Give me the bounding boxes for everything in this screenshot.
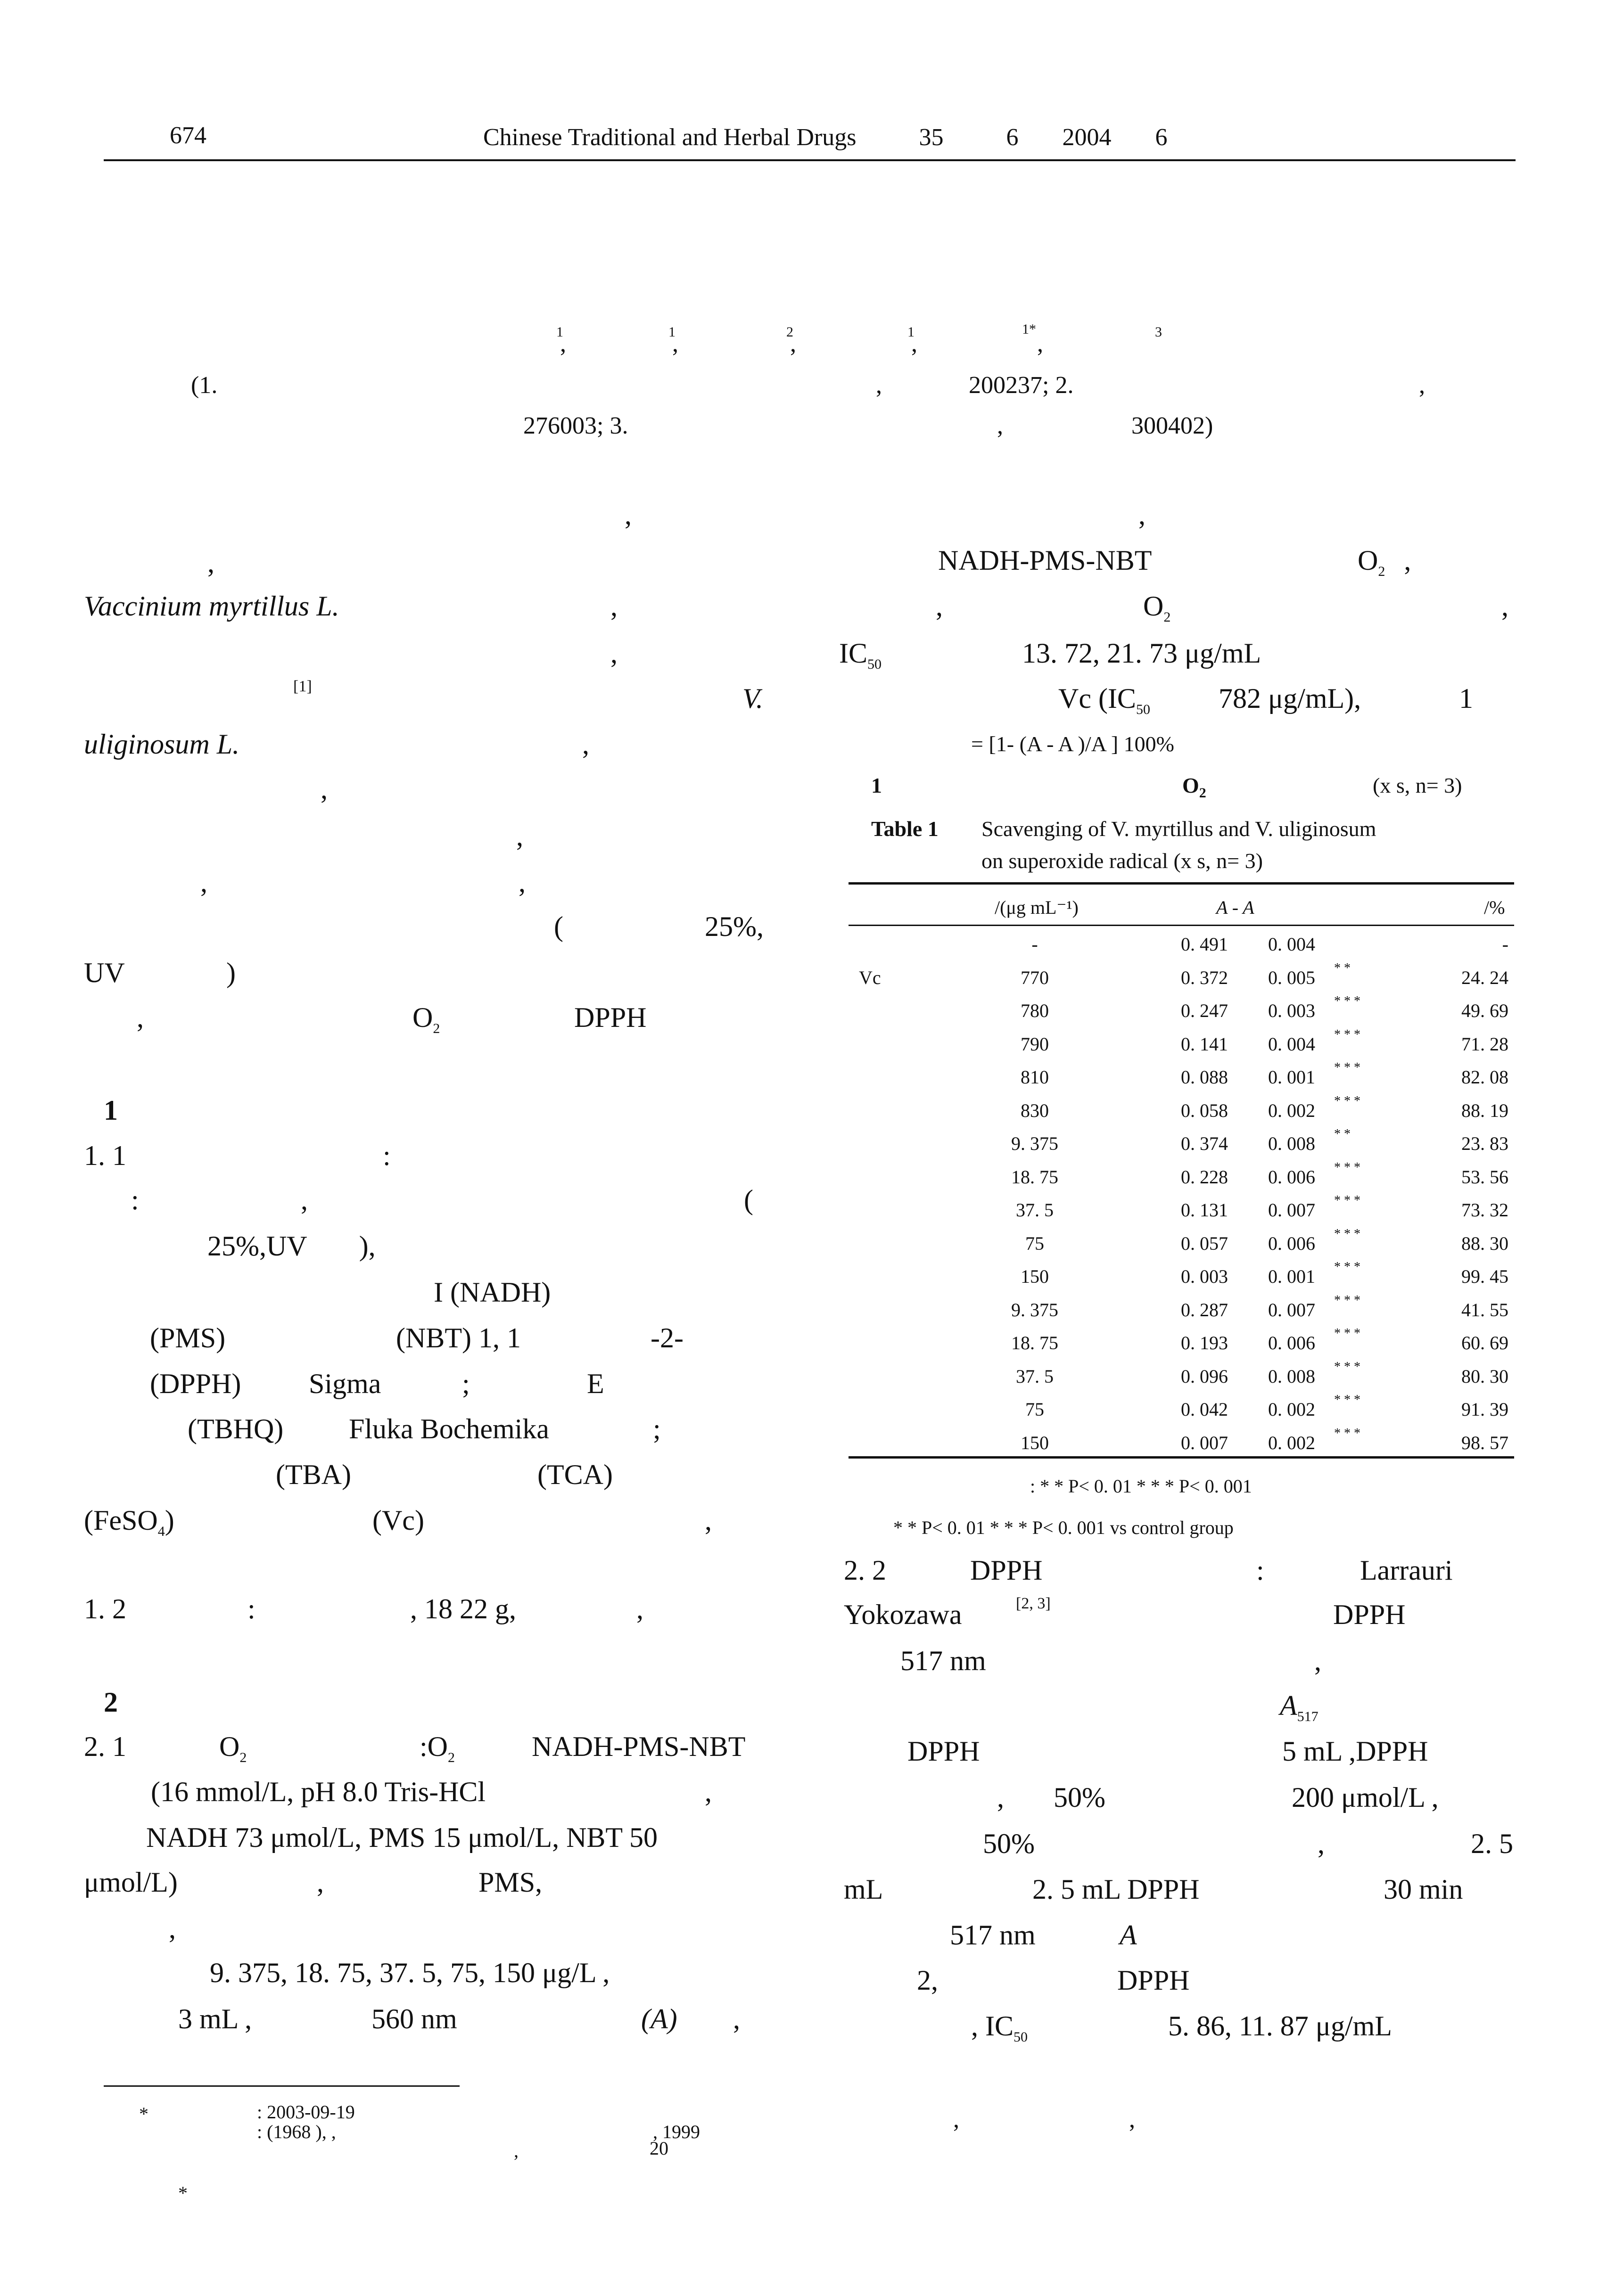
doses: 9. 375, 18. 75, 37. 5, 75, 150 μg/L , [210,1957,610,1988]
cell-significance: * * * [1334,1360,1360,1374]
cell-concentration: 37. 5 [1016,1366,1054,1387]
cell-absorbance: 0. 141 [1181,1033,1228,1055]
cell-significance: * * * [1334,1260,1360,1274]
author-sup: 2 [786,324,793,340]
ml-word: mL [844,1874,883,1905]
cell-sd: 0. 004 [1268,934,1315,955]
author-sep: , [911,330,917,357]
absorbance-a-2: A [1120,1919,1137,1951]
pct-50b: 50% [983,1828,1035,1859]
cell-concentration: 75 [1025,1399,1044,1420]
o2-r2: $O_2$ [1143,590,1171,625]
table-bottom-rule [849,1456,1514,1459]
mice-weight: , 18 22 g, [410,1593,516,1624]
punct: , [953,2106,959,2133]
section-2-1: 2. 1 [84,1731,126,1762]
cell-absorbance: 0. 287 [1181,1299,1228,1320]
formula: = [1- (A - A )/A ] 100% [971,732,1174,756]
colon: : [247,1593,255,1624]
o2-b: $:O_2$ [420,1731,455,1765]
cell-sd: 0. 002 [1268,1399,1315,1420]
o2-a: $O_2$ [219,1731,247,1765]
ic50-label: $IC_{50}$ [839,638,882,672]
cell-scavenging-pct: 82. 08 [1461,1066,1508,1088]
punct: , [636,1593,643,1624]
wavelength-560: 560 nm [371,2003,457,2034]
dpph-2: DPPH [1333,1599,1406,1630]
punct: , [519,867,526,898]
cell-concentration: 18. 75 [1011,1332,1058,1353]
cell-scavenging-pct: 60. 69 [1461,1332,1508,1353]
cell-scavenging-pct: 98. 57 [1461,1432,1508,1453]
affil-2b: 300402) [1131,412,1213,439]
ic50-values: 13. 72, 21. 73 μg/mL [1022,638,1261,669]
cell-significance: * * * [1334,1160,1360,1175]
cell-scavenging-pct: 24. 24 [1461,967,1508,988]
pct-25: 25%, [705,911,764,942]
paren-open: ( [744,1184,753,1215]
bio-num: 20 [650,2138,668,2159]
yokozawa: Yokozawa [844,1599,962,1630]
punct: , [516,820,523,852]
nadh-system: NADH-PMS-NBT [532,1731,746,1762]
volume: 35 [919,124,944,151]
dpph: (DPPH) [150,1368,241,1399]
pms: (PMS) [150,1322,226,1353]
author-sep: , [672,330,678,357]
ref-1: [1] [293,678,312,695]
cell-concentration: 810 [1021,1066,1049,1088]
cell-scavenging-pct: 49. 69 [1461,1000,1508,1021]
cell-scavenging-pct: 23. 83 [1461,1133,1508,1154]
cell-concentration: 150 [1021,1432,1049,1453]
cell-sd: 0. 002 [1268,1432,1315,1453]
cell-sd: 0. 006 [1268,1332,1315,1353]
table-ref-1: 1 [1459,683,1473,714]
author-sep: , [790,330,796,357]
cell-significance: * * [1334,961,1351,976]
punct: , [1314,1645,1321,1676]
vc-ic50: Vc ($IC_{50}$ [1058,683,1150,717]
bio-comma: , [514,2140,519,2161]
table-note-cn: : * * P< 0. 01 * * * P< 0. 001 [1030,1476,1252,1497]
cell-absorbance: 0. 058 [1181,1100,1228,1121]
header-rule [104,159,1516,161]
footnote-star: * [139,2103,148,2124]
ref-2-3: [2, 3] [1016,1595,1051,1612]
cell-sd: 0. 007 [1268,1199,1315,1221]
punct: ; [653,1413,661,1444]
cell-concentration: 780 [1021,1000,1049,1021]
footnote-star-2: * [178,2182,188,2204]
cell-absorbance: 0. 042 [1181,1399,1228,1420]
cell-concentration: 790 [1021,1033,1049,1055]
punct: , [200,867,207,898]
dpph-label: DPPH [574,1002,647,1033]
bio-year: , 1999 [653,2121,700,2142]
cell-absorbance: 0. 228 [1181,1166,1228,1188]
cell-scavenging-pct: - [1502,934,1508,955]
uv: UV [84,957,125,988]
cell-scavenging-pct: 53. 56 [1461,1166,1508,1188]
author-sup: 1 [907,324,915,340]
cell-scavenging-pct: 99. 45 [1461,1266,1508,1287]
cell-sd: 0. 008 [1268,1133,1315,1154]
section-1-1: 1. 1 [84,1140,126,1171]
cell-absorbance: 0. 007 [1181,1432,1228,1453]
page-number: 674 [170,122,206,149]
table-note-en: * * P< 0. 01 * * * P< 0. 001 vs control group [893,1517,1234,1538]
punct: , [207,547,214,578]
species-uliginosum: uliginosum L. [84,729,240,760]
cell-significance: * * * [1334,1393,1360,1407]
cell-sd: 0. 006 [1268,1166,1315,1188]
concentrations-2: μmol/L) [84,1867,178,1898]
cell-sd: 0. 003 [1268,1000,1315,1021]
author-sup: 1 [668,324,676,340]
cell-absorbance: 0. 372 [1181,967,1228,988]
punct: , [317,1867,324,1898]
affil-1a: (1. [191,372,218,399]
nm-517: 517 nm [900,1645,986,1676]
cell-concentration: 9. 375 [1011,1299,1058,1320]
punct: , [610,638,618,669]
section-1-2: 1. 2 [84,1593,126,1624]
cell-sd: 0. 007 [1268,1299,1315,1320]
cell-significance: * * * [1334,1227,1360,1241]
minus-2: -2- [651,1322,684,1353]
punct: , [1138,499,1146,530]
colon: : [383,1140,391,1171]
dpph-3: DPPH [907,1736,980,1767]
cell-concentration: - [1031,934,1038,955]
punct: , [997,1782,1004,1813]
cell-significance: * * * [1334,1326,1360,1341]
cell-scavenging-pct: 88. 30 [1461,1233,1508,1254]
cell-significance: * * * [1334,1094,1360,1108]
section-1-heading: 1 [104,1095,118,1126]
table-title-stat: (x s, n= 3) [1373,773,1462,797]
fig-2: 2, [917,1965,938,1996]
cell-absorbance: 0. 193 [1181,1332,1228,1353]
umol-200: 200 μmol/L , [1292,1782,1439,1813]
nadh-pms-nbt: NADH-PMS-NBT [938,545,1152,576]
affil-comma: , [876,372,882,399]
month: 6 [1155,124,1168,151]
col-header-a: A - A [1216,897,1254,918]
affil-comma: , [997,412,1003,439]
min-30: 30 min [1384,1874,1463,1905]
punct: , [1501,590,1508,622]
affil-comma: , [1419,372,1425,399]
punct: , [169,1913,176,1944]
a517: $A_{517}$ [1280,1690,1319,1724]
cell-absorbance: 0. 374 [1181,1133,1228,1154]
year: 2004 [1062,124,1112,151]
punct: , [625,499,632,530]
cell-absorbance: 0. 088 [1181,1066,1228,1088]
cell-scavenging-pct: 91. 39 [1461,1399,1508,1420]
cell-absorbance: 0. 131 [1181,1199,1228,1221]
punct: , [321,773,328,804]
o2-r1: $O_2$ , [1358,545,1411,579]
cell-scavenging-pct: 73. 32 [1461,1199,1508,1221]
author-sup: 3 [1155,324,1162,340]
cell-group: Vc [859,967,881,988]
punct: ; [462,1368,470,1399]
cell-sd: 0. 002 [1268,1100,1315,1121]
cell-concentration: 37. 5 [1016,1199,1054,1221]
punct: , [705,1505,712,1536]
punct: , [1129,2106,1135,2133]
punct: , [137,1002,144,1033]
ic50-b-values: 5. 86, 11. 87 μg/mL [1168,2010,1392,2042]
dpph-4: DPPH [1117,1965,1190,1996]
table-title-num: 1 [871,773,882,797]
table-title-o2: $O_2$ [1182,773,1206,801]
colon: : [1256,1555,1264,1586]
table-mid-rule [849,925,1514,926]
vit-e: E [587,1368,604,1399]
punct: , [582,729,589,760]
punct: , [301,1184,308,1215]
cell-absorbance: 0. 491 [1181,934,1228,955]
ml-2-5: 2. 5 [1471,1828,1513,1859]
footnote-rule [104,2085,460,2087]
cell-sd: 0. 001 [1268,1066,1315,1088]
received-date: : 2003-09-19 [257,2101,355,2123]
table-en-title-2: on superoxide radical (x s, n= 3) [981,849,1263,873]
cell-concentration: 18. 75 [1011,1166,1058,1188]
section-2-2: 2. 2 [844,1555,886,1586]
cell-scavenging-pct: 41. 55 [1461,1299,1508,1320]
nbt: (NBT) 1, 1 [396,1322,521,1353]
author-bio: : (1968 ), , [257,2121,336,2142]
ml-5-dpph: 5 mL ,DPPH [1282,1736,1428,1767]
vc-ic50-value: 782 μg/mL), [1219,683,1361,714]
section-2-heading: 2 [104,1687,118,1718]
cell-significance: * * * [1334,1027,1360,1042]
nadh: I (NADH) [434,1277,551,1308]
paren-close: ) [226,957,236,988]
cell-sd: 0. 008 [1268,1366,1315,1387]
cell-concentration: 830 [1021,1100,1049,1121]
cell-sd: 0. 001 [1268,1266,1315,1287]
cell-significance: * * * [1334,1193,1360,1208]
fluka: Fluka Bochemika [349,1413,549,1444]
cell-significance: * * * [1334,1293,1360,1308]
col-header-conc: /(μg mL⁻¹) [995,897,1079,918]
cell-significance: * * [1334,1127,1351,1141]
cell-significance: * * * [1334,1060,1360,1075]
species-v: V. [742,683,763,714]
nm-517b: 517 nm [950,1919,1036,1951]
cell-scavenging-pct: 88. 19 [1461,1100,1508,1121]
author-sep: , [560,330,566,357]
table-en-label: Table 1 [871,817,939,841]
tba: (TBA) [276,1459,351,1490]
sigma: Sigma [309,1368,381,1399]
affil-2a: 276003; 3. [523,412,628,439]
o2-label: $O_2$ [412,1002,440,1036]
punct: , [610,590,618,622]
cell-concentration: 9. 375 [1011,1133,1058,1154]
cell-concentration: 770 [1021,967,1049,988]
feso4: (FeSO$_4$) [84,1505,174,1539]
cell-absorbance: 0. 057 [1181,1233,1228,1254]
running-header [483,123,1167,151]
cell-absorbance: 0. 247 [1181,1000,1228,1021]
cell-sd: 0. 006 [1268,1233,1315,1254]
ic50-b: , $IC_{50}$ [971,2010,1028,2045]
punct: , [936,590,943,622]
author-sup: 1 [556,324,563,340]
tbhq: (TBHQ) [188,1413,284,1444]
absorbance-a: (A) [641,2003,677,2034]
colon: : [131,1184,139,1215]
cell-concentration: 150 [1021,1266,1049,1287]
concentrations: NADH 73 μmol/L, PMS 15 μmol/L, NBT 50 [146,1822,658,1853]
cell-significance: * * * [1334,1426,1360,1441]
species-myrtillus: Vaccinium myrtillus L. [84,590,339,622]
cell-scavenging-pct: 80. 30 [1461,1366,1508,1387]
cell-absorbance: 0. 003 [1181,1266,1228,1287]
line-25uv: 25%,UV ), [207,1230,376,1262]
issue: 6 [1006,124,1019,151]
table-en-title-1: Scavenging of V. myrtillus and V. uliginosum [981,817,1376,841]
volume-3ml: 3 mL , [178,2003,252,2034]
col-header-pct: /% [1484,897,1505,918]
cell-sd: 0. 005 [1268,967,1315,988]
cell-significance: * * * [1334,994,1360,1009]
vc: (Vc) [372,1505,424,1536]
larrauri: Larrauri [1360,1555,1453,1586]
paren-open: ( [554,911,563,942]
journal-name: Chinese Traditional and Herbal Drugs [483,124,857,151]
ml-2-5-dpph: 2. 5 mL DPPH [1032,1874,1200,1905]
affil-1b: 200237; 2. [969,372,1074,399]
tca: (TCA) [537,1459,613,1490]
buffer: (16 mmol/L, pH 8.0 Tris-HCl [151,1776,486,1807]
author-sep: , [1037,330,1043,357]
table-top-rule [849,882,1514,885]
pms-2: PMS, [478,1867,543,1898]
punct: , [705,1776,712,1807]
cell-scavenging-pct: 71. 28 [1461,1033,1508,1055]
dpph-22: DPPH [970,1555,1043,1586]
cell-concentration: 75 [1025,1233,1044,1254]
cell-absorbance: 0. 096 [1181,1366,1228,1387]
author-sup: 1* [1022,321,1036,337]
pct-50: 50% [1054,1782,1105,1813]
cell-sd: 0. 004 [1268,1033,1315,1055]
punct: , [733,2003,740,2034]
punct: , [1318,1828,1325,1859]
